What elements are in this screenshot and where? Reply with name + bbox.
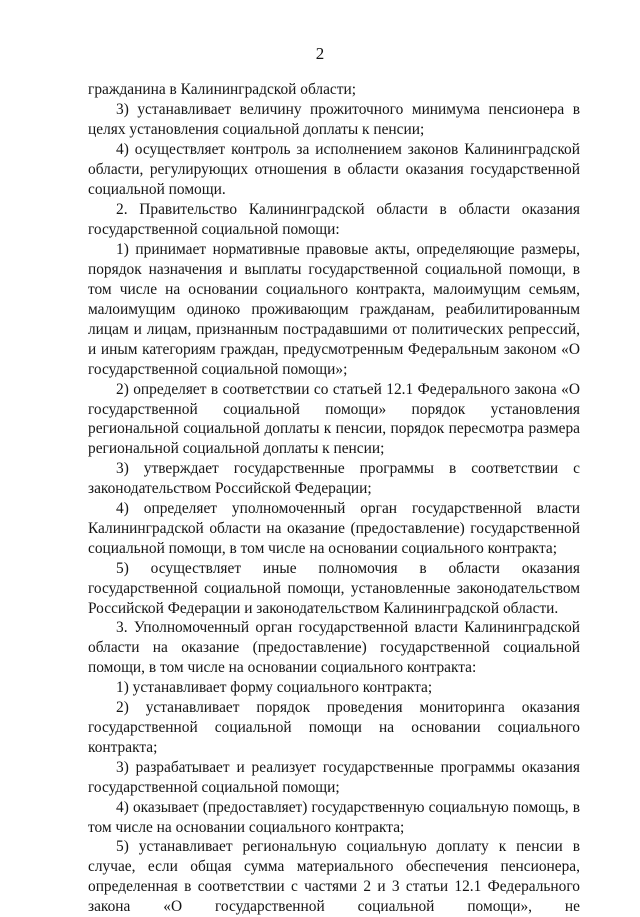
paragraph-item-5-regional-supplement-case: 5) устанавливает региональную социальную доплату к пенсии в случае, если общая сумма материального обеспечения пенсионера, определенная в соответствии с частями 2 и 3 статьи 12.1 Федерального закона «О государственной социальной помощи», не xyxy=(88,838,580,916)
paragraph-item-1-normative-acts: 1) принимает нормативные правовые акты, определяющие размеры, порядок назначения и выплаты государственной социальной помощи, в том числе на основании социального контракта, малоимущим семьям, малоимущим одиноко проживающим гражданам, реабилитированным лицам и лицам, признанным пострадавшими от политических репрессий, и иным категориям граждан, предусмотренным Федеральным законом «О государственной социальной помощи»; xyxy=(88,241,580,378)
document-body xyxy=(88,80,580,917)
paragraph-item-3-state-programs: 3) утверждает государственные программы в соответствии с законодательством Российской Федерации; xyxy=(88,460,580,498)
paragraph-section-2-government: 2. Правительство Калининградской области в области оказания государственной социальной помощи: xyxy=(88,201,580,239)
paragraph-item-1-contract-form: 1) устанавливает форму социального контракта; xyxy=(116,679,433,697)
paragraph-item-2-regional-supplement: 2) определяет в соответствии со статьей 12.1 Федерального закона «О государственной социальной помощи» порядок установления региональной социальной доплаты к пенсии, порядок пересмотра размера региональной социальной доплаты к пенсии; xyxy=(88,380,580,458)
paragraph-continuation: гражданина в Калининградской области; xyxy=(88,81,356,98)
paragraph-section-3-authorized-body: 3. Уполномоченный орган государственной власти Калининградской области на оказание (предоставление) государственной социальной помощи, в том числе на основании социального контракта: xyxy=(88,619,580,677)
paragraph-item-4-authorized-body: 4) определяет уполномоченный орган государственной власти Калининградской области на оказание (предоставление) государственной социальной помощи, в том числе на основании социального контракта; xyxy=(88,500,580,557)
paragraph-item-4-law-control: 4) осуществляет контроль за исполнением законов Калининградской области, регулирующих отношения в области оказания государственной социальной помощи. xyxy=(88,140,580,198)
page-number: 2 xyxy=(315,44,325,63)
paragraph-item-5-other-powers: 5) осуществляет иные полномочия в области оказания государственной социальной помощи, установленные законодательством Российской Федерации и законодательством Калининградской области. xyxy=(88,559,580,617)
paragraph-item-4-provide-assistance: 4) оказывает (предоставляет) государственную социальную помощь, в том числе на основании социального контракта; xyxy=(88,798,580,836)
paragraph-item-3-develop-programs: 3) разрабатывает и реализует государственные программы оказания государственной социальной помощи; xyxy=(88,758,580,796)
paragraph-item-2-monitoring: 2) устанавливает порядок проведения мониторинга оказания государственной социальной помощи на основании социального контракта; xyxy=(88,699,580,756)
paragraph-item-3-subsistence-minimum: 3) устанавливает величину прожиточного минимума пенсионера в целях установления социальной доплаты к пенсии; xyxy=(88,100,580,138)
